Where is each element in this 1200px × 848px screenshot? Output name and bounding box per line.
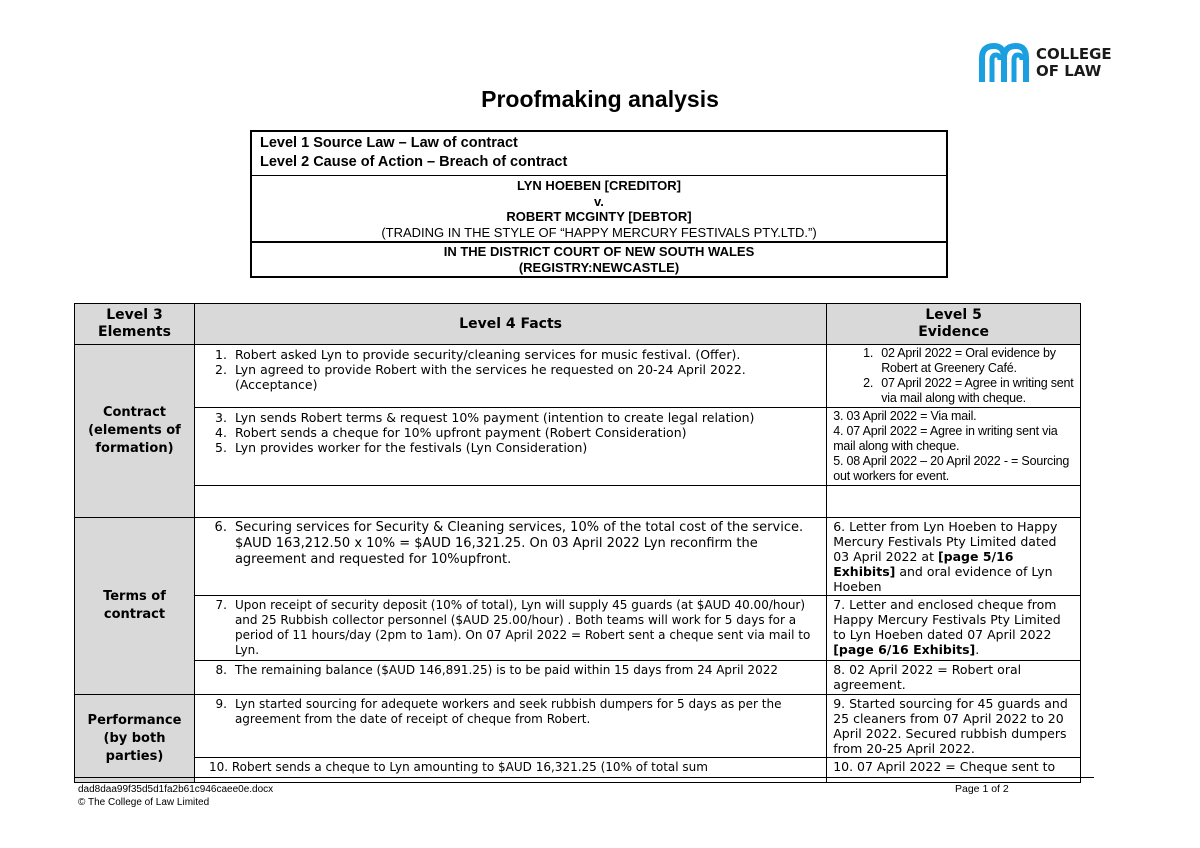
item-text: Securing services for Security & Cleaning services, 10% of the total cost of the service. $AUD 163,212.50 x 10% = $AUD 16,321.25. On 03 April 2022 Lyn reconfirm the agreement and requested for 10%upfront. [234,520,804,567]
fact-8 [194,661,826,695]
evidence-7 [827,596,1081,661]
element-performance [75,695,195,783]
item-number: 1. [863,346,874,360]
evidence-item-4: 4. 07 April 2022 = Agree in writing sent via mail along with cheque. [833,424,1058,453]
element-terms [75,518,195,695]
item-number: 6. [214,520,227,535]
footer-copyright: © The College of Law Limited [78,797,210,808]
element-performance-line3: parties) [105,748,164,764]
evidence-item-5: 5. 08 April 2022 – 20 April 2022 - = Sourcing out workers for event. [833,454,1070,483]
item-text: Robert asked Lyn to provide security/cleaning services for music festival. (Offer). [234,347,741,362]
footer-left [78,783,273,809]
fact-10: 10. Robert sends a cheque to Lyn amounting to $AUD 16,321.25 (10% of total sum [194,758,826,783]
item-number: 9. [215,697,227,711]
item-text: 07 April 2022 = Agree in writing sent via mail along with cheque. [881,376,1074,405]
parties-row [252,176,946,243]
trading-style: (TRADING IN THE STYLE OF “HAPPY MERCURY FESTIVALS PTY.LTD.”) [381,224,817,240]
item-number: 8. [215,663,227,677]
evidence-6 [827,518,1081,596]
item-number: 5. [215,440,227,455]
table-header-row [75,304,1081,345]
level5-header [827,304,1081,345]
table-row [75,345,1081,408]
item-text: The remaining balance ($AUD 146,891.25) is to be paid within 15 days from 24 April 2022 [234,663,778,677]
fact-7 [194,596,826,661]
evidence-8: 8. 02 April 2022 = Robert oral agreement. [827,661,1081,695]
facts-1-2 [194,345,826,408]
versus-text: v. [594,193,604,209]
element-contract-line3: formation) [95,441,174,456]
list-item [851,346,1074,376]
evidence-9: 9. Started sourcing for 45 guards and 25 cleaners from 07 April 2022 to 20 April 2022. Secured rubbish dumpers from 20-25 April 2022. [827,695,1081,758]
table-row [75,596,1081,661]
level4-header: Level 4 Facts [194,304,826,345]
item-text: Upon receipt of security deposit (10% of total), Lyn will supply 45 guards (at $AUD 40.00/hour) and 25 Rubbish collector personnel ($AUD 25.00/hour) . Both teams will work for 5 days for a period of 11 hours/day (2pm to 1am). On 07 April 2022 = Robert sent a cheque sent via mail to Lyn. [234,598,811,657]
item-text: Lyn sends Robert terms & request 10% payment (intention to create legal relation) [234,410,755,425]
element-performance-line2: (by both [103,730,166,746]
table-row-empty [75,486,1081,518]
list-item [201,347,820,362]
item-number: 3. [215,410,227,425]
item-text: Lyn started sourcing for adequete workers and seek rubbish dumpers for 5 days as per the agreement from the date of receipt of cheque from Robert. [234,697,782,726]
evidence-7-text: 7. Letter and enclosed cheque from Happy Mercury Festivals Pty Limited to Lyn Hoeben dated 07 April 2022 [833,597,1061,642]
element-contract [75,345,195,518]
footer-page-number: Page 1 of 2 [955,783,1009,795]
logo-line1: COLLEGE [1036,45,1112,63]
evidence-1-2 [827,345,1081,408]
evidence-7-exhibit-ref: [page 6/16 Exhibits] [833,642,976,657]
table-row [75,408,1081,486]
evidence-6-text: 6. Letter from Lyn Hoeben to Happy Mercury Festivals Pty Limited dated 03 April 2022 at [833,519,1058,564]
logo-text [1036,46,1112,80]
item-number: 2. [863,376,874,390]
list-item [201,663,820,678]
evidence-3-5 [827,408,1081,486]
evidence-6-exhibit-ref: [page 5/16 Exhibits] [833,549,1014,579]
list-item [201,697,820,727]
page-title: Proofmaking analysis [481,86,719,112]
court-row [252,243,946,276]
list-item [201,425,820,440]
levels-row [252,132,946,176]
logo-line2: OF LAW [1036,62,1102,80]
element-performance-line1: Performance [87,712,182,728]
level2-cause-of-action: Level 2 Cause of Action – Breach of contract [260,154,568,170]
college-of-law-logo-icon [978,42,1030,86]
item-text: Lyn provides worker for the festivals (Lyn Consideration) [234,440,588,455]
level3-header-line1: Level 3 [106,307,163,323]
item-number: 7. [215,598,227,612]
item-text: 02 April 2022 = Oral evidence by Robert at Greenery Café. [881,346,1056,375]
fact-9 [194,695,826,758]
evidence-7-text-end: . [975,642,980,657]
list-item [201,410,820,425]
item-text: Lyn agreed to provide Robert with the services he requested on 20-24 April 2022. (Acceptance) [234,362,746,392]
list-item [201,598,820,658]
facts-empty [194,486,826,518]
list-item [851,376,1074,406]
level3-header [75,304,195,345]
item-text: Robert sends a cheque for 10% upfront payment (Robert Consideration) [234,425,687,440]
list-item [201,520,820,568]
element-contract-line1: Contract [102,405,166,420]
table-row [75,661,1081,695]
item-number: 4. [215,425,227,440]
element-terms-line2: contract [103,607,166,622]
party-debtor: ROBERT MCGINTY [DEBTOR] [506,209,692,224]
list-item [201,362,820,392]
evidence-empty [827,486,1081,518]
case-header-box [250,130,948,278]
footer-divider [74,777,1094,778]
table-row [75,695,1081,758]
level3-header-line2: Elements [98,324,171,340]
table-row [75,758,1081,783]
element-terms-line1: Terms of [103,589,166,604]
evidence-item-3: 3. 03 April 2022 = Via mail. [833,409,977,423]
fact-6 [194,518,826,596]
level5-header-line1: Level 5 [925,307,982,323]
list-item [201,440,820,455]
proofmaking-table [74,303,1081,783]
item-number: 2. [215,362,227,377]
level1-source-law: Level 1 Source Law – Law of contract [260,135,518,151]
footer-filename: dad8daa99f35d5d1fa2b61c946caee0e.docx [78,784,274,795]
evidence-6-text-end: and oral evidence of Lyn Hoeben [833,564,1053,594]
court-name: IN THE DISTRICT COURT OF NEW SOUTH WALES [443,244,755,259]
table-row [75,518,1081,596]
evidence-10: 10. 07 April 2022 = Cheque sent to [827,758,1081,783]
element-contract-line2: (elements of [88,423,181,438]
item-number: 1. [215,347,227,362]
court-registry: (REGISTRY:NEWCASTLE) [518,259,680,275]
facts-3-5 [194,408,826,486]
party-creditor: LYN HOEBEN [CREDITOR] [517,178,681,193]
level5-header-line2: Evidence [918,324,989,340]
